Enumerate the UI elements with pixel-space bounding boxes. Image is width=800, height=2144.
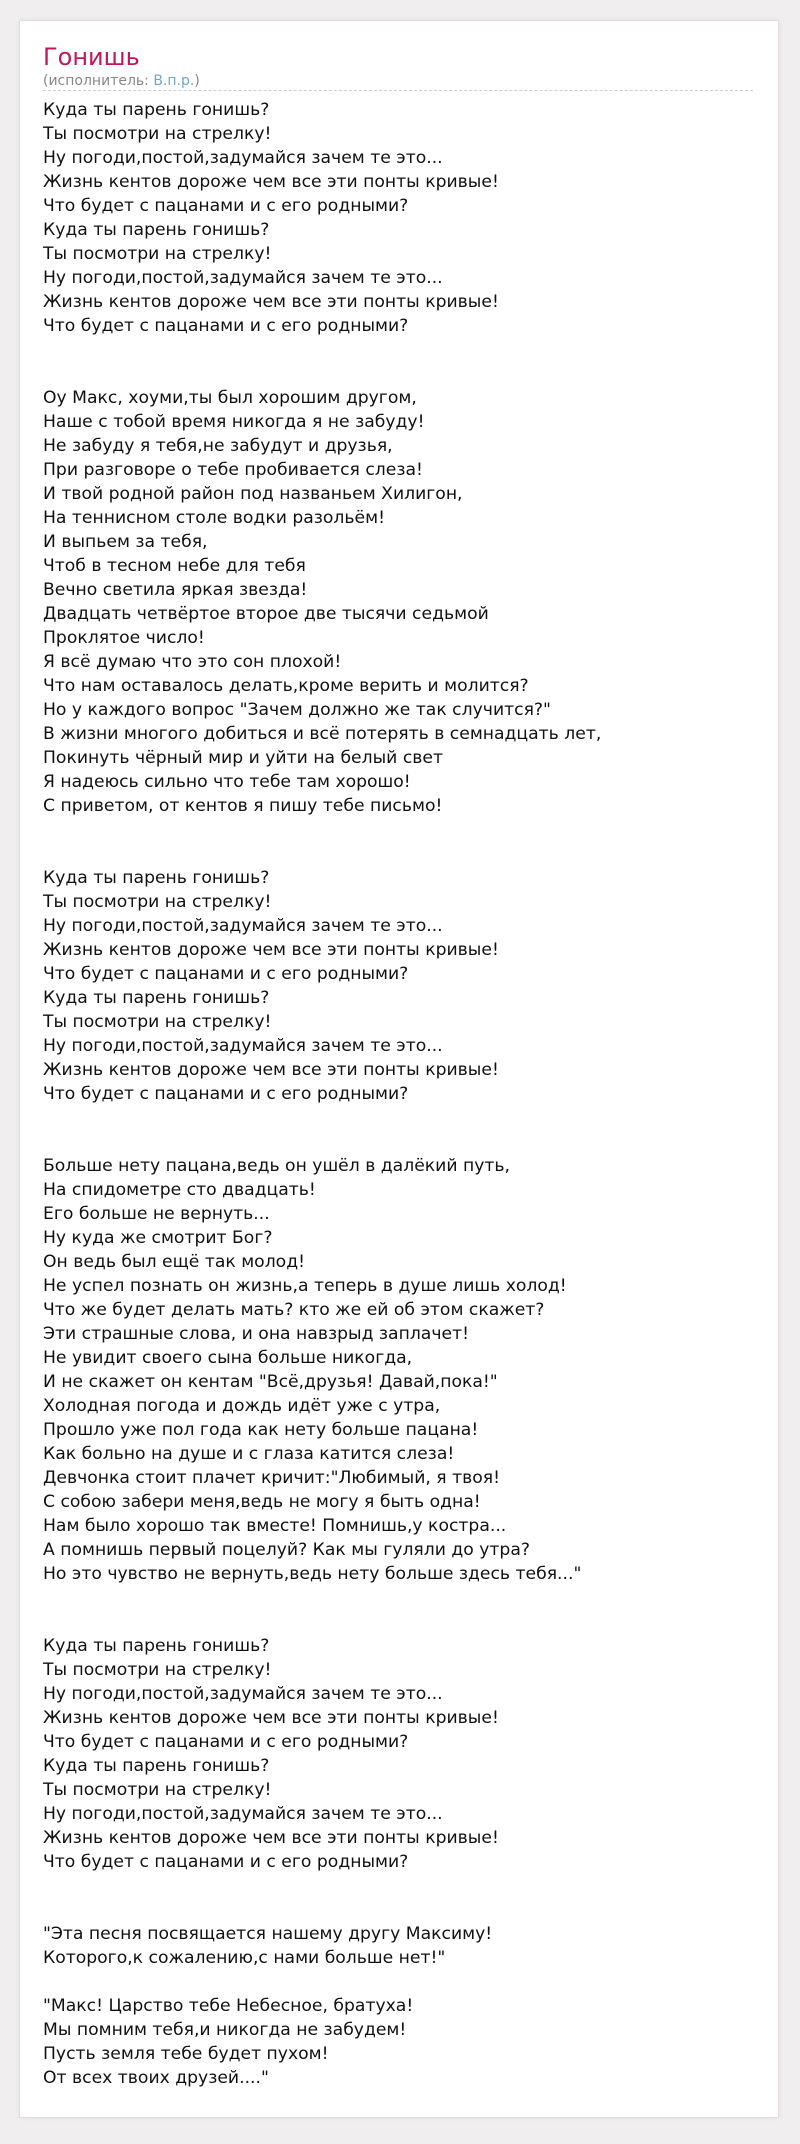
lyric-line: Ну погоди,постой,задумайся зачем те это... xyxy=(43,1036,443,1056)
lyric-line: Чтоб в тесном небе для тебя xyxy=(43,556,306,576)
lyric-line: На спидометре сто двадцать! xyxy=(43,1180,316,1200)
lyric-line: Я надеюсь сильно что тебе там хорошо! xyxy=(43,772,411,792)
stanza-gap xyxy=(43,1586,763,1610)
lyric-line: Что будет с пацанами и с его родными? xyxy=(43,964,409,984)
lyric-line: Ты посмотри на стрелку! xyxy=(43,1780,272,1800)
lyric-line: Куда ты парень гонишь? xyxy=(43,220,270,240)
lyric-line: Ты посмотри на стрелку! xyxy=(43,1012,272,1032)
lyric-line: Куда ты парень гонишь? xyxy=(43,1756,270,1776)
lyric-line: Что будет с пацанами и с его родными? xyxy=(43,1732,409,1752)
stanza-gap xyxy=(43,1106,763,1130)
lyrics-body xyxy=(43,98,763,2090)
lyric-line: Не забуду я тебя,не забудут и друзья, xyxy=(43,436,393,456)
lyric-line: Вечно светила яркая звезда! xyxy=(43,580,308,600)
stanza-gap xyxy=(43,338,763,362)
lyric-line: Нам было хорошо так вместе! Помнишь,у костра... xyxy=(43,1516,507,1536)
song-title: Гонишь xyxy=(43,43,140,71)
stanza-gap xyxy=(43,818,763,842)
lyric-line: Прошло уже пол года как нету больше пацана! xyxy=(43,1420,479,1440)
lyric-line: Эти страшные слова, и она навзрыд заплачет! xyxy=(43,1324,469,1344)
lyric-line: Не успел познать он жизнь,а теперь в душе лишь холод! xyxy=(43,1276,567,1296)
lyric-line: И твой родной район под названьем Хилигон, xyxy=(43,484,463,504)
lyric-line: И выпьем за тебя, xyxy=(43,532,208,552)
lyric-line: Жизнь кентов дороже чем все эти понты кривые! xyxy=(43,1708,499,1728)
lyric-line: Холодная погода и дождь идёт уже с утра, xyxy=(43,1396,441,1416)
lyric-line: Ну погоди,постой,задумайся зачем те это... xyxy=(43,148,443,168)
lyric-line: Жизнь кентов дороже чем все эти понты кривые! xyxy=(43,292,499,312)
lyric-line: Оу Макс, хоуми,ты был хорошим другом, xyxy=(43,388,417,408)
lyric-line: Жизнь кентов дороже чем все эти понты кривые! xyxy=(43,172,499,192)
lyric-line: Проклятое число! xyxy=(43,628,205,648)
lyric-line: А помнишь первый поцелуй? Как мы гуляли до утра? xyxy=(43,1540,530,1560)
lyric-line: Ну куда же смотрит Бог? xyxy=(43,1228,273,1248)
lyric-line: Ну погоди,постой,задумайся зачем те это... xyxy=(43,1804,443,1824)
lyric-line: Пусть земля тебе будет пухом! xyxy=(43,2044,329,2064)
lyric-line: Ну погоди,постой,задумайся зачем те это... xyxy=(43,1684,443,1704)
lyric-line: Что нам оставалось делать,кроме верить и молится? xyxy=(43,676,529,696)
artist-prefix: (исполнитель: xyxy=(43,73,154,89)
lyric-line: Двадцать четвёртое второе две тысячи седьмой xyxy=(43,604,489,624)
lyric-line: Что будет с пацанами и с его родными? xyxy=(43,1084,409,1104)
lyric-line: "Макс! Царство тебе Небесное, братуха! xyxy=(43,1996,414,2016)
stanza-gap xyxy=(43,1610,763,1634)
lyric-line: Я всё думаю что это сон плохой! xyxy=(43,652,342,672)
lyric-line: Он ведь был ещё так молод! xyxy=(43,1252,305,1272)
lyric-line: Его больше не вернуть... xyxy=(43,1204,270,1224)
lyric-line: Ну погоди,постой,задумайся зачем те это... xyxy=(43,916,443,936)
lyric-line: Куда ты парень гонишь? xyxy=(43,988,270,1008)
lyric-line: На теннисном столе водки разольём! xyxy=(43,508,385,528)
lyric-line: Ты посмотри на стрелку! xyxy=(43,892,272,912)
stanza-gap xyxy=(43,362,763,386)
lyric-line: Жизнь кентов дороже чем все эти понты кривые! xyxy=(43,1060,499,1080)
lyric-line: Куда ты парень гонишь? xyxy=(43,1636,270,1656)
lyric-line: Которого,к сожалению,с нами больше нет!" xyxy=(43,1948,446,1968)
lyric-line: От всех твоих друзей...." xyxy=(43,2068,269,2088)
lyric-line: Больше нету пацана,ведь он ушёл в далёкий путь, xyxy=(43,1156,510,1176)
lyric-line: Ты посмотри на стрелку! xyxy=(43,1660,272,1680)
lyric-line: С собою забери меня,ведь не могу я быть одна! xyxy=(43,1492,481,1512)
lyric-line: Как больно на душе и с глаза катится слеза! xyxy=(43,1444,455,1464)
lyric-line: Жизнь кентов дороже чем все эти понты кривые! xyxy=(43,1828,499,1848)
artist-suffix: ) xyxy=(194,73,200,89)
lyric-line: Ты посмотри на стрелку! xyxy=(43,124,272,144)
stanza-gap xyxy=(43,1898,763,1922)
lyric-line: С приветом, от кентов я пишу тебе письмо! xyxy=(43,796,443,816)
lyric-line: Девчонка стоит плачет кричит:"Любимый, я твоя! xyxy=(43,1468,500,1488)
stanza-gap xyxy=(43,1874,763,1898)
artist-link[interactable]: В.п.р. xyxy=(153,73,195,89)
lyric-line: И не скажет он кентам "Всё,друзья! Давай,пока!" xyxy=(43,1372,498,1392)
lyric-line: Что будет с пацанами и с его родными? xyxy=(43,196,409,216)
lyric-line: Ты посмотри на стрелку! xyxy=(43,244,272,264)
lyric-line: Что будет с пацанами и с его родными? xyxy=(43,316,409,336)
lyric-line: В жизни многого добиться и всё потерять в семнадцать лет, xyxy=(43,724,602,744)
stanza-gap xyxy=(43,1130,763,1154)
stanza-gap xyxy=(43,1970,763,1994)
lyric-line: Но это чувство не вернуть,ведь нету больше здесь тебя..." xyxy=(43,1564,582,1584)
lyric-line: При разговоре о тебе пробивается слеза! xyxy=(43,460,423,480)
lyric-line: Наше с тобой время никогда я не забуду! xyxy=(43,412,425,432)
lyric-line: Куда ты парень гонишь? xyxy=(43,868,270,888)
artist-line xyxy=(43,72,753,91)
lyric-line: Что будет с пацанами и с его родными? xyxy=(43,1852,409,1872)
lyrics-card xyxy=(19,20,779,2118)
lyric-line: Куда ты парень гонишь? xyxy=(43,100,270,120)
lyric-line: Ну погоди,постой,задумайся зачем те это... xyxy=(43,268,443,288)
lyric-line: "Эта песня посвящается нашему другу Максиму! xyxy=(43,1924,493,1944)
lyric-line: Что же будет делать мать? кто же ей об этом скажет? xyxy=(43,1300,545,1320)
lyric-line: Мы помним тебя,и никогда не забудем! xyxy=(43,2020,407,2040)
lyric-line: Не увидит своего сына больше никогда, xyxy=(43,1348,413,1368)
stanza-gap xyxy=(43,842,763,866)
lyric-line: Но у каждого вопрос "Зачем должно же так случится?" xyxy=(43,700,551,720)
lyric-line: Жизнь кентов дороже чем все эти понты кривые! xyxy=(43,940,499,960)
lyric-line: Покинуть чёрный мир и уйти на белый свет xyxy=(43,748,443,768)
